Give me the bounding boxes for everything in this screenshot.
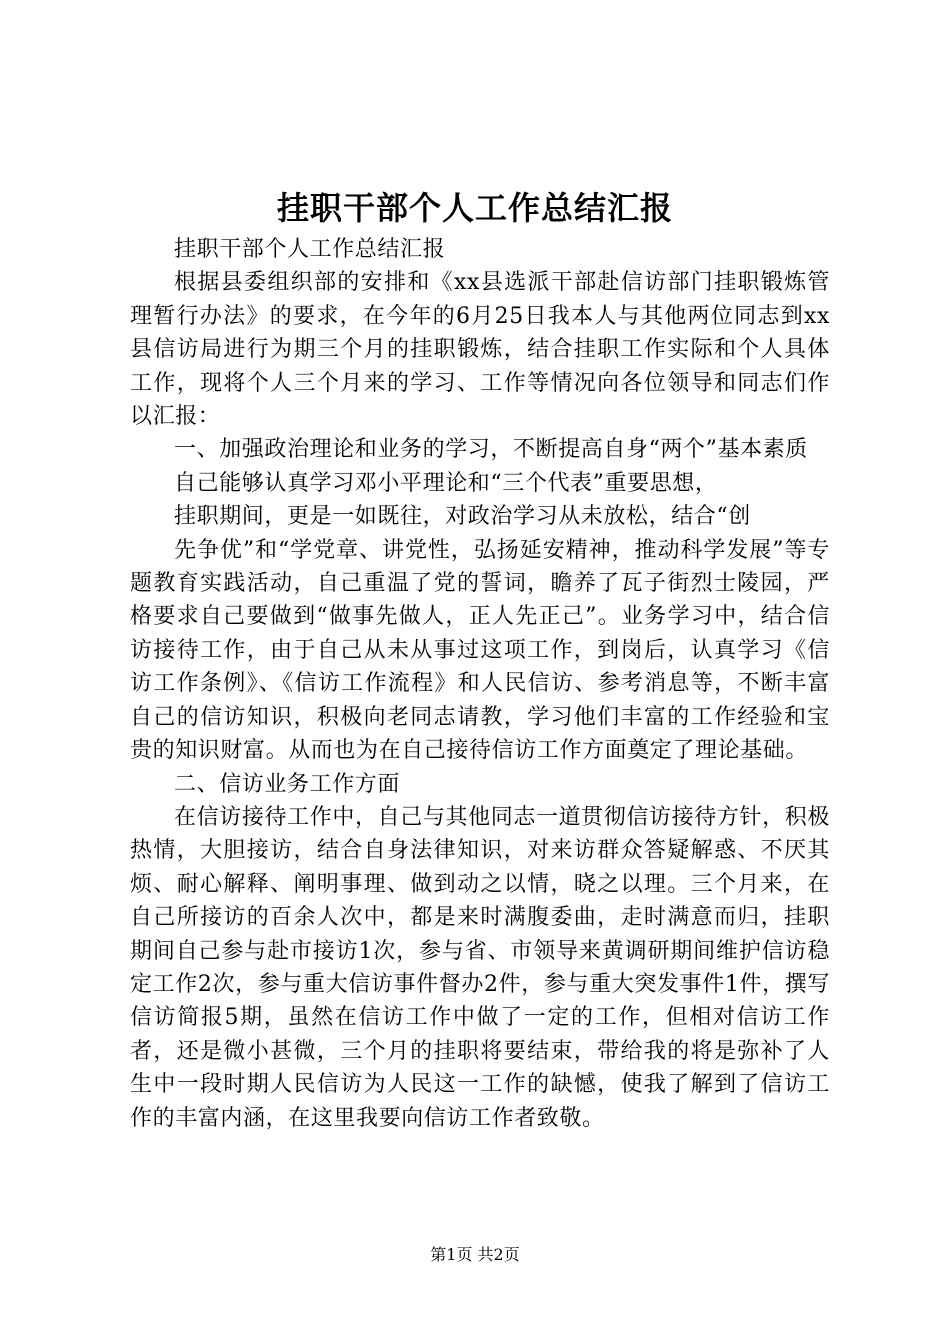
paragraph-intro: 根据县委组织部的安排和《xx县选派干部赴信访部门挂职锻炼管理暂行办法》的要求，在今年的6月25日我本人与其他两位同志到xx县信访局进行为期三个月的挂职锻炼，结合挂职工作实际和个人具体工作，现将个人三个月来的学习、工作等情况向各位领导和同志们作以汇报： [130,270,830,430]
paragraph-study-3: 先争优”和“学党章、讲党性，弘扬延安精神，推动科学发展”等专题教育实践活动，自己重温了党的誓词，瞻养了瓦子街烈士陵园，严格要求自己要做到“做事先做人，正人先正己”。业务学习中，结合信访接待工作，由于自己从未从事过这项工作，到岗后，认真学习《信访工作条例》、《信访工作流程》和人民信访、参考消息等，不断丰富自己的信访知识，积极向老同志请教，学习他们丰富的工作经验和宝贵的知识财富。从而也为在自己接待信访工作方面奠定了理论基础。 [130,537,830,764]
section-heading-2: 二、信访业务工作方面 [174,771,401,797]
paragraph-heading-repeat: 挂职干部个人工作总结汇报 [174,237,446,262]
paragraph-study-2: 挂职期间，更是一如既往，对政治学习从未放松，结合“创 [174,504,751,530]
section-heading-1: 一、加强政治理论和业务的学习，不断提高自身“两个”基本素质 [174,437,808,463]
paragraph-study-1: 自己能够认真学习邓小平理论和“三个代表”重要思想， [174,470,718,496]
page-footer: 第1页 共2页 [430,1245,520,1264]
paragraph-petition-work: 在信访接待工作中，自己与其他同志一道贯彻信访接待方针，积极热情，大胆接访，结合自身法律知识，对来访群众答疑解惑、不厌其烦、耐心解释、阐明事理、做到动之以情，晓之以理。三个月来，在自己所接访的百余人次中，都是来时满腹委曲，走时满意而归，挂职期间自己参与赴市接访1次，参与省、市领导来黄调研期间维护信访稳定工作2次，参与重大信访事件督办2件，参与重大突发事件1件，撰写信访简报5期，虽然在信访工作中做了一定的工作，但相对信访工作者，还是微小甚微，三个月的挂职将要结束，带给我的将是弥补了人生中一段时期人民信访为人民这一工作的缺憾，使我了解到了信访工作的丰富内涵，在这里我要向信访工作者致敬。 [130,804,830,1131]
document-body [130,233,830,1135]
document-title: 挂职干部个人工作总结汇报 [276,189,673,227]
